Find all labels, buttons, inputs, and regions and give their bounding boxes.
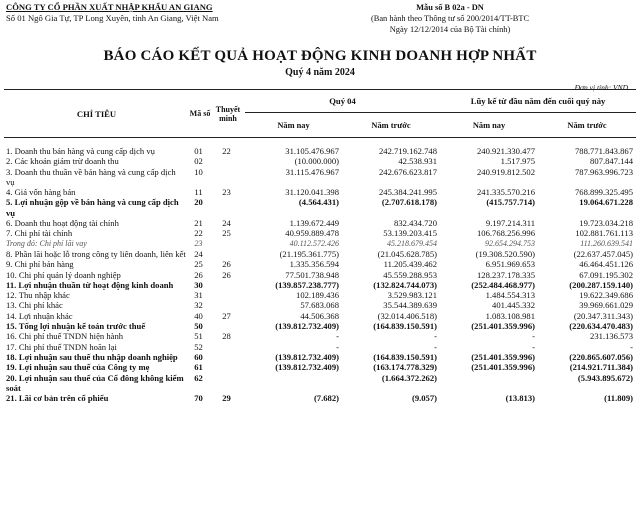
- row-label: 4. Giá vốn hàng bán: [6, 187, 76, 198]
- row-label: 3. Doanh thu thuần về bán hàng và cung cấp dịch vụ: [6, 166, 176, 187]
- table-row: [4, 311, 636, 321]
- row-ytd-current: 92.654.294.753: [485, 238, 536, 248]
- row-note: 25: [222, 228, 231, 239]
- row-q-current: 40.112.572.426: [289, 238, 339, 248]
- row-label: 12. Thu nhập khác: [6, 290, 70, 301]
- row-code: 11: [194, 187, 203, 198]
- row-q-previous: (2.707.618.178): [381, 197, 438, 208]
- row-note: [211, 156, 245, 166]
- row-ytd-current: 401.445.332: [492, 300, 536, 311]
- row-code: 25: [194, 259, 203, 270]
- row-note: [211, 167, 245, 188]
- row-label: 19. Lợi nhuận sau thuế của Công ty mẹ: [6, 362, 150, 373]
- row-q-previous: 245.384.241.995: [379, 187, 438, 198]
- row-code: 30: [194, 279, 203, 290]
- row-note: 28: [222, 331, 231, 342]
- row-note: [211, 249, 245, 259]
- row-ytd-previous: 19.622.349.686: [579, 290, 634, 301]
- form-issued-date: Ngày 12/12/2014 của Bộ Tài chính): [389, 25, 511, 34]
- row-note: 26: [222, 269, 231, 280]
- row-ytd-previous: 19.064.671.228: [579, 197, 634, 208]
- row-code: 40: [194, 310, 203, 321]
- row-ytd-current: 240.919.812.502: [477, 166, 536, 177]
- row-ytd-previous: 788.771.843.867: [575, 146, 634, 156]
- row-note: [211, 290, 245, 300]
- row-q-previous: 242.719.162.748: [379, 146, 438, 156]
- row-label: 16. Chi phí thuế TNDN hiện hành: [6, 331, 124, 342]
- row-code: 20: [194, 197, 203, 208]
- col-group-ytd: Lũy kế từ đầu năm đến cuối quý này: [440, 90, 636, 113]
- form-header: [350, 2, 550, 35]
- row-note: 24: [222, 218, 231, 229]
- table-row: [4, 352, 636, 362]
- row-ytd-current: (251.401.359.996): [471, 362, 536, 373]
- row-ytd-previous: (20.347.311.343): [573, 310, 634, 321]
- table-row: [4, 321, 636, 331]
- table-row: [4, 280, 636, 290]
- row-q-previous: -: [434, 331, 438, 342]
- table-row: [4, 362, 636, 372]
- table-row: [4, 300, 636, 310]
- row-note: 29: [222, 393, 231, 404]
- row-ytd-current: 1.484.554.313: [485, 290, 536, 301]
- row-ytd-current: (251.401.359.996): [471, 351, 536, 362]
- row-label: 13. Chi phí khác: [6, 300, 63, 311]
- row-q-current: 31.105.476.967: [285, 146, 339, 156]
- row-ytd-current: 1.083.108.981: [485, 310, 536, 321]
- row-code: 21: [194, 218, 203, 229]
- currency-unit: Đơn vị tính: VND: [574, 83, 628, 92]
- row-code: 22: [194, 228, 203, 239]
- row-ytd-previous: (220.865.607.056): [569, 351, 634, 362]
- row-q-previous: 35.544.389.639: [383, 300, 438, 311]
- row-note: [211, 280, 245, 290]
- col-q-previous: Năm trước: [342, 113, 440, 138]
- row-q-previous: (164.839.150.591): [373, 321, 438, 332]
- table-row: [4, 197, 636, 218]
- row-ytd-current: -: [532, 341, 536, 352]
- row-q-previous: (164.839.150.591): [373, 351, 438, 362]
- row-ytd-previous: 46.464.451.126: [579, 259, 634, 270]
- row-ytd-previous: 768.899.325.495: [575, 187, 634, 198]
- row-ytd-previous: 807.847.144: [590, 156, 634, 167]
- row-q-current: (10.000.000): [294, 156, 339, 167]
- form-issued-by: (Ban hành theo Thông tư số 200/2014/TT-BTC: [370, 14, 530, 23]
- row-label: 14. Lợi nhuận khác: [6, 310, 73, 321]
- row-ytd-current: 128.237.178.335: [477, 269, 536, 280]
- row-q-current: 31.115.476.967: [285, 166, 339, 177]
- row-q-previous: (163.174.778.329): [373, 362, 438, 373]
- row-code: 60: [194, 351, 203, 362]
- table-row: [4, 156, 636, 166]
- row-note: [211, 321, 245, 331]
- row-ytd-previous: 231.136.573: [590, 331, 634, 342]
- row-code: 23: [194, 238, 203, 248]
- row-code: 31: [194, 290, 203, 301]
- table-row: [4, 259, 636, 269]
- row-q-previous: 242.676.623.817: [379, 166, 438, 177]
- table-row: [4, 187, 636, 197]
- row-q-previous: (1.664.372.262): [381, 372, 438, 383]
- row-note: [211, 300, 245, 310]
- row-ytd-current: 9.197.214.311: [485, 218, 536, 229]
- row-code: 24: [194, 248, 203, 259]
- table-row: [4, 228, 636, 238]
- row-ytd-previous: 19.723.034.218: [579, 218, 634, 229]
- row-ytd-previous: 39.969.661.029: [579, 300, 634, 311]
- row-ytd-previous: 111.260.639.541: [580, 238, 634, 248]
- row-label: 1. Doanh thu bán hàng và cung cấp dịch vụ: [6, 146, 155, 156]
- row-ytd-current: [440, 373, 538, 394]
- row-q-previous: 3.529.983.121: [387, 290, 438, 301]
- row-q-previous: 45.559.288.953: [383, 269, 438, 280]
- row-q-current: [245, 373, 342, 394]
- row-note: [211, 197, 245, 218]
- row-ytd-current: (252.484.468.977): [471, 279, 536, 290]
- col-ytd-current: Năm nay: [440, 113, 538, 138]
- row-label: 21. Lãi cơ bản trên cổ phiếu: [6, 393, 109, 404]
- row-ytd-current: (415.757.714): [486, 197, 536, 208]
- row-q-current: -: [336, 331, 339, 342]
- row-ytd-previous: 67.091.195.302: [579, 269, 634, 280]
- row-q-current: 102.189.436: [296, 290, 339, 301]
- row-ytd-previous: (200.287.159.140): [569, 279, 634, 290]
- row-q-current: (139.812.732.409): [275, 351, 339, 362]
- row-q-previous: 53.139.203.415: [383, 228, 438, 239]
- row-ytd-current: 241.335.570.216: [477, 187, 536, 198]
- table-row: [4, 249, 636, 259]
- row-q-current: 44.506.368: [300, 310, 339, 321]
- row-code: 52: [194, 341, 203, 352]
- income-statement-table: [4, 89, 636, 403]
- row-q-previous: (132.824.744.073): [373, 279, 438, 290]
- row-label: 8. Phần lãi hoặc lỗ trong công ty liên doanh, liên kết: [6, 248, 186, 259]
- company-name: CÔNG TY CỔ PHẦN XUẤT NHẬP KHẨU AN GIANG: [6, 2, 213, 12]
- col-chi-tieu: CHỈ TIÊU: [4, 90, 189, 138]
- row-q-current: 31.120.041.398: [285, 187, 339, 198]
- row-label: 9. Chi phí bán hàng: [6, 259, 74, 270]
- col-thuyet-minh: Thuyết minh: [211, 90, 245, 138]
- row-ytd-previous: 787.963.996.723: [575, 166, 634, 177]
- table-row: [4, 270, 636, 280]
- table-row: [4, 373, 636, 394]
- row-note: 26: [222, 259, 231, 270]
- row-ytd-current: (19.308.520.590): [475, 248, 536, 259]
- row-code: 32: [194, 300, 203, 311]
- row-q-current: (21.195.361.775): [279, 248, 339, 259]
- row-ytd-current: -: [532, 331, 536, 342]
- row-label: 18. Lợi nhuận sau thuế thu nhập doanh nghiệp: [6, 351, 178, 362]
- row-label: 5. Lợi nhuận gộp về bán hàng và cung cấp dịch vụ: [6, 197, 179, 218]
- row-q-previous: -: [434, 341, 438, 352]
- row-q-current: 40.959.889.478: [285, 228, 339, 239]
- row-ytd-previous: (5.943.895.672): [577, 372, 634, 383]
- row-q-previous: (21.045.628.785): [377, 248, 438, 259]
- row-label: 20. Lợi nhuận sau thuế của Cổ đông không kiểm soát: [6, 372, 184, 393]
- row-q-previous: 11.205.439.462: [383, 259, 438, 270]
- col-ytd-previous: Năm trước: [538, 113, 636, 138]
- row-ytd-current: 6.951.969.653: [485, 259, 536, 270]
- row-code: 70: [194, 393, 203, 404]
- col-ma-so: Mã số: [189, 90, 211, 138]
- form-number: Mẫu số B 02a - DN: [416, 3, 484, 12]
- row-q-current: 1.139.672.449: [289, 218, 339, 229]
- row-label: 2. Các khoản giảm trừ doanh thu: [6, 156, 119, 167]
- row-note: [211, 342, 245, 352]
- row-spacer: [4, 138, 636, 147]
- report-title: BÁO CÁO KẾT QUẢ HOẠT ĐỘNG KINH DOANH HỢP NHẤT: [103, 48, 537, 64]
- row-label: Trong đó: Chi phí lãi vay: [6, 238, 87, 248]
- row-ytd-previous: 102.881.761.113: [575, 228, 634, 239]
- row-q-current: -: [336, 341, 339, 352]
- row-q-previous: 832.434.720: [394, 218, 438, 229]
- row-q-current: (139.857.238.777): [275, 279, 339, 290]
- row-note: 27: [222, 310, 231, 321]
- row-label: 11. Lợi nhuận thuần từ hoạt động kinh doanh: [6, 279, 174, 290]
- row-label: 6. Doanh thu hoạt động tài chính: [6, 218, 119, 229]
- col-q-current: Năm nay: [245, 113, 342, 138]
- row-label: 15. Tổng lợi nhuận kế toán trước thuế: [6, 321, 146, 332]
- col-group-quarter: Quý 04: [245, 90, 440, 113]
- row-code: 51: [194, 331, 203, 342]
- row-label: 17. Chi phí thuế TNDN hoãn lại: [6, 341, 117, 352]
- row-ytd-current: 1.517.975: [500, 156, 536, 167]
- row-ytd-current: (251.401.359.996): [471, 321, 536, 332]
- row-ytd-current: (13.813): [505, 393, 536, 404]
- row-label: 7. Chi phí tài chính: [6, 228, 73, 239]
- table-row: [4, 290, 636, 300]
- table-body: [4, 138, 636, 404]
- row-note: [211, 352, 245, 362]
- row-note: [211, 373, 245, 394]
- row-code: 62: [194, 372, 203, 383]
- table-row: [4, 342, 636, 352]
- company-address: Số 01 Ngô Gia Tự, TP Long Xuyên, tỉnh An Giang, Việt Nam: [6, 13, 219, 23]
- row-q-current: (139.812.732.409): [275, 362, 339, 373]
- table-row: [4, 239, 636, 249]
- row-ytd-previous: (220.634.470.483): [569, 321, 634, 332]
- row-q-current: (139.812.732.409): [275, 321, 339, 332]
- row-q-current: 57.683.068: [300, 300, 339, 311]
- row-ytd-previous: (22.637.457.045): [573, 248, 634, 259]
- row-note: 23: [222, 187, 231, 198]
- row-note: [211, 362, 245, 372]
- row-ytd-previous: (214.921.711.384): [569, 362, 634, 373]
- row-q-previous: 45.218.679.454: [387, 238, 438, 248]
- report-period: Quý 4 năm 2024: [285, 67, 355, 78]
- table-row: [4, 146, 636, 156]
- row-q-previous: (32.014.406.518): [377, 310, 438, 321]
- table-row: [4, 167, 636, 188]
- row-ytd-previous: (11.809): [604, 393, 634, 404]
- row-note: [211, 239, 245, 249]
- table-row: [4, 393, 636, 403]
- row-ytd-previous: -: [630, 341, 634, 352]
- row-label: 10. Chi phí quản lý doanh nghiệp: [6, 269, 121, 280]
- row-note: 22: [222, 146, 231, 156]
- row-ytd-current: 240.921.330.477: [477, 146, 536, 156]
- row-code: 26: [194, 269, 203, 280]
- row-code: 02: [194, 156, 203, 167]
- row-code: 10: [194, 166, 203, 177]
- row-q-current: 77.501.738.948: [285, 269, 339, 280]
- row-code: 01: [194, 146, 203, 156]
- row-q-current: (4.564.431): [298, 197, 339, 208]
- row-code: 61: [194, 362, 203, 373]
- row-q-current: (7.682): [313, 393, 339, 404]
- row-ytd-current: 106.768.256.996: [477, 228, 536, 239]
- company-header: [6, 2, 266, 24]
- table-row: [4, 331, 636, 341]
- row-q-previous: 42.538.931: [398, 156, 438, 167]
- row-q-current: 1.335.356.594: [289, 259, 339, 270]
- table-row: [4, 218, 636, 228]
- row-q-previous: (9.057): [411, 393, 438, 404]
- row-code: 50: [194, 321, 203, 332]
